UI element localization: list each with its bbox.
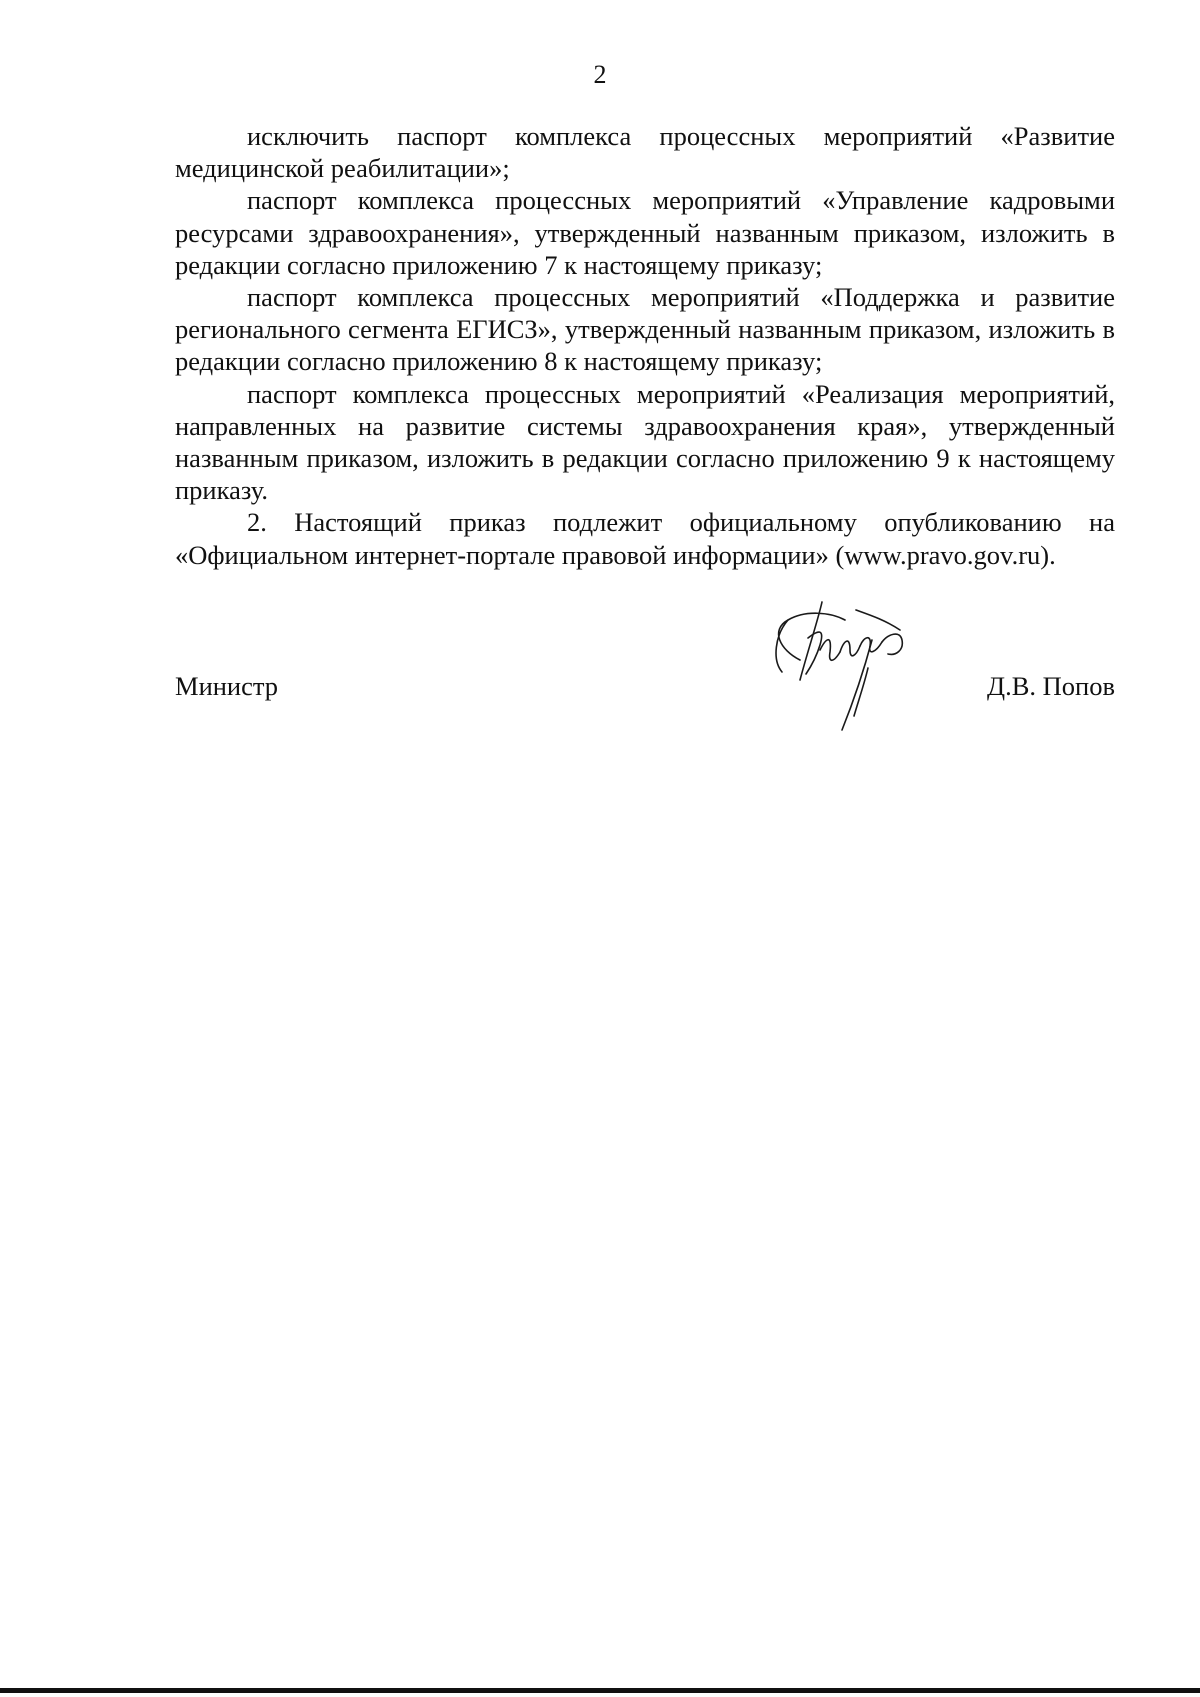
handwritten-signature-icon [760,590,930,740]
document-body [175,120,1115,571]
signer-name: Д.В. Попов [987,671,1115,701]
signer-title: Министр [175,671,279,701]
signature-block [175,590,1115,750]
paragraph-exclude-rehabilitation: исключить паспорт комплекса процессных мероприятий «Развитие медицинской реабилитации»; [175,121,1115,184]
page-number: 2 [593,60,607,89]
paragraph-hr-resources: паспорт комплекса процессных мероприятий «Управление кадровыми ресурсами здравоохранения», утвержденный названным приказом, изложить в редакции согласно приложению 7 к настоящему приказу; [175,185,1115,280]
paragraph-publication: 2. Настоящий приказ подлежит официальному опубликованию на «Официальном интернет-портале правовой информации» (www.pravo.gov.ru). [175,507,1115,570]
bottom-scan-edge [0,1688,1200,1693]
paragraph-healthcare-development: паспорт комплекса процессных мероприятий «Реализация мероприятий, направленных на развитие системы здравоохранения края», утвержденный названным приказом, изложить в редакции согласно приложению 9 к настоящему приказу. [175,378,1115,506]
paragraph-egisz: паспорт комплекса процессных мероприятий «Поддержка и развитие регионального сегмента ЕГИСЗ», утвержденный названным приказом, изложить в редакции согласно приложению 8 к настоящему приказу; [175,282,1115,377]
